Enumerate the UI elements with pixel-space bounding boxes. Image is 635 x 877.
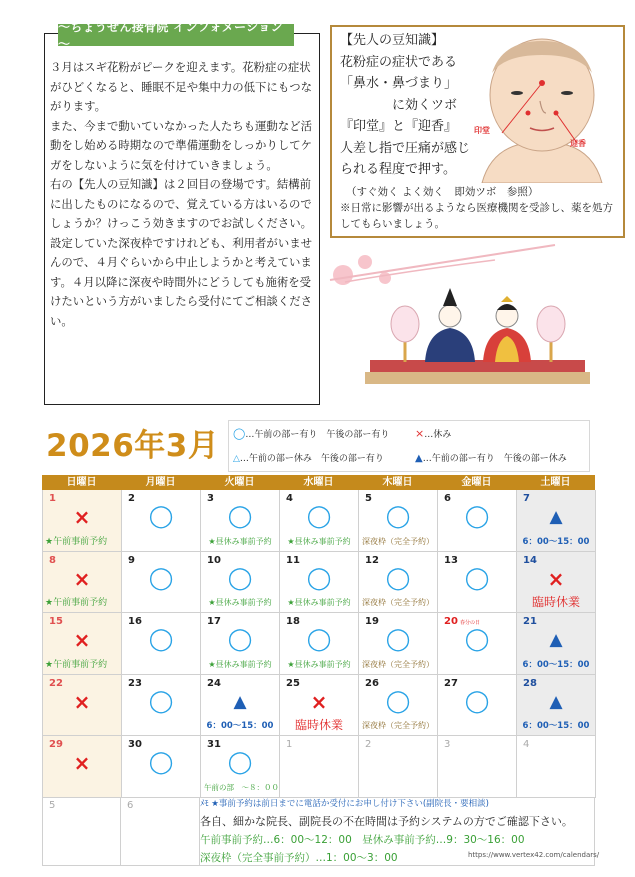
day-number: 22 [49, 677, 63, 689]
calendar-trailing-row [42, 797, 200, 865]
cross-icon: × [415, 427, 425, 440]
tip-reference: （すぐ効く よく効く 即効ツボ 参照） [346, 186, 539, 198]
day-note: 臨時休業 [531, 595, 580, 609]
hina-dolls-illustration [325, 240, 615, 390]
tip-line: 人差し指で圧痛が感じ [340, 140, 471, 156]
calendar-day [359, 552, 438, 614]
day-note: 6：00～15：00 [206, 721, 274, 731]
day-number: 1 [286, 739, 293, 750]
day-number: 29 [49, 739, 63, 750]
tip-line: 花粉症の症状である [340, 54, 458, 70]
filled-triangle-icon: ▲ [549, 507, 563, 527]
filled-triangle-icon: ▲ [415, 453, 423, 464]
open-circle-icon: ◯ [464, 688, 490, 714]
closed-cross-icon: × [310, 689, 328, 714]
open-circle-icon: ◯ [306, 565, 332, 591]
calendar-day [201, 490, 280, 552]
filled-triangle-icon: ▲ [549, 691, 563, 712]
day-note: ★昼休み事前予約 [287, 598, 351, 607]
day-note: 深夜枠（完全予約） [362, 721, 434, 730]
calendar-day [201, 736, 280, 798]
tip-line: 『印堂』と『迎香』 [340, 119, 458, 134]
closed-cross-icon: × [73, 689, 91, 714]
info-body [50, 58, 316, 331]
calendar-day [201, 675, 280, 737]
day-number: 2 [128, 493, 135, 504]
day-number: 26 [365, 677, 379, 689]
day-note: ★昼休み事前予約 [208, 598, 272, 607]
day-note: 午前の部 ～８：００ [204, 782, 279, 792]
tip-footnote [340, 184, 622, 232]
day-number: 2 [365, 739, 372, 750]
calendar-day-other [359, 736, 438, 798]
weekday-header [42, 475, 595, 490]
calendar-day [438, 552, 517, 614]
day-note: ★昼休み事前予約 [287, 536, 351, 546]
weekday-label: 金曜日 [461, 477, 492, 488]
day-number: 4 [523, 739, 530, 750]
calendar-day-other [438, 736, 517, 798]
info-title: ～ちょうぜん接骨院 インフォメーション～ [58, 24, 294, 46]
open-circle-icon: ◯ [385, 504, 411, 529]
legend-text: …午前の部ー休み 午後の部ー有り [239, 454, 384, 464]
calendar-grid [42, 475, 595, 798]
day-note: 6：00～15：00 [522, 659, 590, 670]
calendar-day [201, 613, 280, 675]
calendar-day [359, 613, 438, 675]
calendar-day [280, 552, 359, 614]
day-note: 深夜枠（完全予約） [362, 659, 434, 669]
day-number: 30 [128, 739, 142, 750]
calendar-day-other [121, 797, 200, 865]
day-note: 深夜枠（完全予約） [362, 536, 434, 546]
open-circle-icon: ◯ [385, 627, 411, 652]
calendar-legend [228, 420, 590, 472]
open-circle-icon: ◯ [148, 504, 174, 529]
calendar-day-other [280, 736, 359, 798]
day-number: 25 [286, 677, 300, 689]
calendar-day [517, 613, 596, 675]
calendar-day-other [517, 736, 596, 798]
open-circle-icon: ◯ [148, 750, 174, 775]
day-number: 10 [207, 554, 221, 566]
calendar-day [122, 736, 201, 798]
day-note: ★昼休み事前予約 [208, 536, 272, 546]
open-circle-icon: ◯ [148, 688, 174, 714]
calendar-day [438, 675, 517, 737]
weekday-label: 水曜日 [303, 477, 334, 488]
day-number: 5 [49, 800, 56, 811]
day-number: 1 [49, 493, 56, 504]
day-number: 21 [523, 616, 537, 627]
day-number: 4 [286, 493, 293, 504]
info-paragraph: 設定していた深夜枠ですけれども、利用者がいませんので、４月ぐらいから中止しようかと考えています。４月以降に深夜や時間外にどうしても施術を受けたいという方がいましたら受付にてご相談ください。 [50, 235, 312, 328]
calendar-day [43, 736, 122, 798]
holiday-name: 春分の日 [460, 620, 481, 626]
calendar-day [122, 675, 201, 737]
open-circle-icon: ◯ [464, 565, 490, 591]
day-number: 13 [444, 554, 458, 566]
calendar-day [517, 552, 596, 614]
day-number: 23 [128, 677, 142, 689]
day-number: 8 [49, 554, 56, 566]
day-number: 24 [207, 677, 221, 689]
calendar-day [438, 613, 517, 675]
calendar-day [280, 613, 359, 675]
open-circle-icon: ◯ [306, 504, 332, 529]
filled-triangle-icon: ▲ [233, 691, 247, 712]
tip-line: に効くツボ [340, 97, 458, 113]
open-circle-icon: ◯ [306, 627, 332, 652]
circle-icon: ◯ [233, 427, 246, 440]
calendar-day [122, 613, 201, 675]
day-number: 27 [444, 677, 458, 689]
day-number: 5 [365, 493, 372, 504]
day-number: 20 [444, 616, 458, 627]
weekday-label: 月曜日 [145, 477, 176, 488]
closed-cross-icon: × [73, 751, 91, 775]
calendar-day-other [42, 797, 121, 865]
calendar-day [201, 552, 280, 614]
footer-memo: ﾒﾓ ★事前予約は前日までに電話か受付にお申し付け下さい(副院長・要相談) [200, 799, 489, 809]
calendar-day [43, 552, 122, 614]
weekday-label: 日曜日 [66, 477, 97, 488]
open-circle-icon: ◯ [227, 627, 253, 652]
day-number: 18 [286, 616, 300, 627]
face-illustration [462, 33, 622, 183]
calendar-days [42, 490, 595, 798]
day-note: 6：00～15：00 [522, 721, 590, 731]
closed-cross-icon: × [73, 505, 91, 529]
day-number: 16 [128, 616, 142, 627]
day-note: 6：00～15：00 [522, 536, 590, 547]
calendar-day [517, 675, 596, 737]
day-number: 19 [365, 616, 379, 627]
label-geiko: 迎香 [570, 139, 586, 148]
calendar-day [43, 675, 122, 737]
day-note: 深夜枠（完全予約） [362, 598, 434, 607]
day-number: 3 [444, 739, 451, 750]
legend-item-filled-triangle [415, 451, 567, 464]
calendar-day [517, 490, 596, 552]
tip-line: 【先人の豆知識】 [340, 33, 445, 48]
calendar-day [359, 675, 438, 737]
footer-line: 深夜枠（完全事前予約）…1：00～3：00 [200, 852, 398, 864]
weekday-label: 火曜日 [224, 477, 255, 488]
open-circle-icon: ◯ [464, 504, 490, 529]
day-number: 9 [128, 554, 135, 566]
open-circle-icon: ◯ [227, 750, 253, 775]
info-paragraph: また、今まで動いていなかった人たちも運動など活動をし始める時期なので準備運動をしっかりしてケガをしないように気を付けていきましょう。 [50, 118, 312, 172]
open-circle-icon: ◯ [385, 565, 411, 591]
open-circle-icon: ◯ [148, 565, 174, 591]
open-circle-icon: ◯ [464, 627, 490, 652]
weekday-label: 木曜日 [382, 477, 413, 488]
calendar-day [43, 613, 122, 675]
calendar-day [280, 490, 359, 552]
day-number: 6 [127, 800, 134, 811]
calendar-bottom-border [42, 865, 595, 866]
calendar-day [280, 675, 359, 737]
footer-line: 午前事前予約…6：00～12：00 昼休み事前予約…9：30～16：00 [200, 834, 525, 846]
tip-text [340, 30, 470, 181]
open-circle-icon: ◯ [227, 565, 253, 591]
day-number: 31 [207, 739, 221, 750]
day-note: ★昼休み事前予約 [287, 659, 351, 669]
closed-cross-icon: × [547, 566, 565, 591]
calendar-day [438, 490, 517, 552]
day-number: 11 [286, 554, 300, 566]
footer-line: 各自、細かな院長、副院長の不在時間は予約システムの方でご確認下さい。 [200, 815, 573, 828]
legend-text: …午前の部ー有り 午後の部ー休み [422, 454, 567, 464]
calendar-title: 2026年3月 [46, 428, 220, 464]
tip-line: られる程度で押す。 [340, 162, 456, 177]
source-url: https://www.vertex42.com/calendars/ [468, 851, 600, 859]
tip-line: 「鼻水・鼻づまり」 [340, 76, 458, 91]
day-note: ★午前事前予約 [45, 598, 108, 608]
day-number: 6 [444, 493, 451, 504]
day-number: 7 [523, 493, 530, 504]
info-paragraph: 右の【先人の豆知識】は２回目の登場です。結構前に出したものになるので、覚えている方はいるのでしょうか？けっこう効きますのでお試しください。 [50, 177, 312, 230]
day-number: 3 [207, 493, 214, 504]
tip-note: ※日常に影響が出るようなら医療機関を受診し、薬を処方してもらいましょう。 [340, 202, 613, 230]
triangle-icon: △ [233, 454, 240, 464]
day-number: 12 [365, 554, 379, 566]
calendar-day [359, 490, 438, 552]
legend-item-triangle [233, 451, 384, 464]
info-paragraph: ３月はスギ花粉がピークを迎えます。花粉症の症状がひどくなると、睡眠不足や集中力の低下にもつながります。 [50, 60, 312, 113]
legend-item-cross [415, 427, 451, 440]
weekday-label: 土曜日 [540, 477, 571, 488]
calendar-day [122, 552, 201, 614]
closed-cross-icon: × [73, 566, 91, 591]
legend-text: …午前の部ー有り 午後の部ー有り [245, 430, 390, 440]
day-number: 14 [523, 554, 537, 566]
open-circle-icon: ◯ [148, 627, 174, 652]
day-note: ★午前事前予約 [45, 659, 108, 670]
closed-cross-icon: × [73, 628, 91, 652]
day-note: ★午前事前予約 [45, 536, 108, 547]
day-number: 17 [207, 616, 221, 627]
calendar-day [122, 490, 201, 552]
label-indo: 印堂 [474, 126, 490, 135]
open-circle-icon: ◯ [385, 688, 411, 714]
filled-triangle-icon: ▲ [549, 630, 563, 650]
day-note: ★昼休み事前予約 [208, 659, 272, 669]
calendar-day [43, 490, 122, 552]
legend-item-circle [233, 427, 389, 440]
day-note: 臨時休業 [294, 718, 343, 732]
legend-text: …休み [424, 430, 452, 440]
day-number: 15 [49, 616, 63, 627]
day-number: 28 [523, 677, 537, 689]
open-circle-icon: ◯ [227, 504, 253, 529]
